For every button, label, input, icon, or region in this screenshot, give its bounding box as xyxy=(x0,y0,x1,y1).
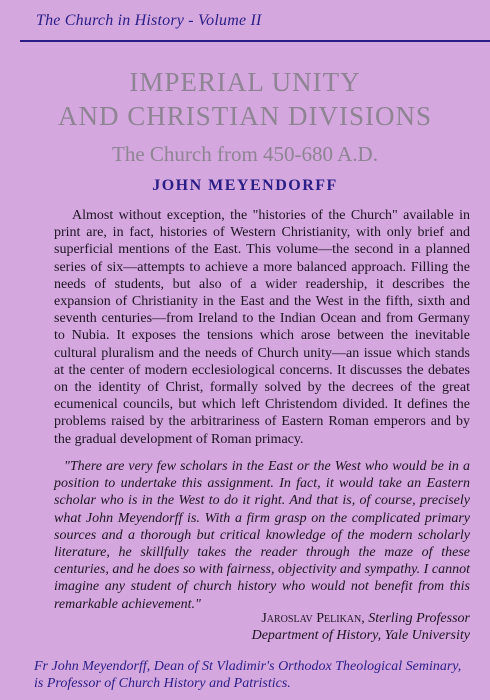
book-title-line-2: AND CHRISTIAN DIVISIONS xyxy=(58,101,432,131)
book-description: Almost without exception, the "histories of the Church" available in print are, in fact, histories of Western Christianity, with only brief and superficial mentions of the East. This volume—the second in a planned series of six—attempts to achieve a more balanced approach. Filling the needs of students, but also of a wider readership, it describes the expansion of Christianity in the East and the West in the fifth, sixth and seventh centuries—from Ireland to the Indian Ocean and from Germany to Nubia. It exposes the tensions which arose between the inevitable cultural pluralism and the needs of Church unity—an issue which stands at the center of modern ecclesiological concerns. It discusses the debates on the identity of Christ, formally solved by the decrees of the great ecumenical councils, but which left Christendom divided. It defines the problems raised by the arbitrariness of Eastern Roman emperors and by the gradual development of Roman primacy. xyxy=(54,208,470,447)
series-divider xyxy=(20,40,490,42)
attribution-line xyxy=(54,610,470,627)
reviewer-department: Department of History, Yale University xyxy=(251,628,470,643)
author-bio: Fr John Meyendorff, Dean of St Vladimir's Orthodox Theological Seminary, is Professor of Church History and Patristics. xyxy=(34,659,462,691)
series-title: The Church in History - Volume II xyxy=(36,12,262,29)
quote-attribution xyxy=(54,610,470,644)
book-subtitle: The Church from 450-680 A.D. xyxy=(112,142,378,166)
reviewer-name: Jaroslav Pelikan xyxy=(261,611,362,626)
review-quote: "There are very few scholars in the East or the West who would be in a position to undertake this assignment. In fact, it would take an Eastern scholar who is in the West to do it right. And that is, of course, precisely what John Meyendorff is. With a firm grasp on the complicated primary sources and a thorough but critical knowledge of the modern scholarly literature, he skillfully takes the reader through the maze of these centuries, and he does so with fairness, objectivity and sympathy. I cannot imagine any student of church history who would not benefit from this remarkable achievement." xyxy=(54,459,470,612)
author-name: JOHN MEYENDORFF xyxy=(152,177,338,194)
reviewer-role: , Sterling Professor xyxy=(361,611,470,626)
book-title-line-1: IMPERIAL UNITY xyxy=(129,67,361,97)
